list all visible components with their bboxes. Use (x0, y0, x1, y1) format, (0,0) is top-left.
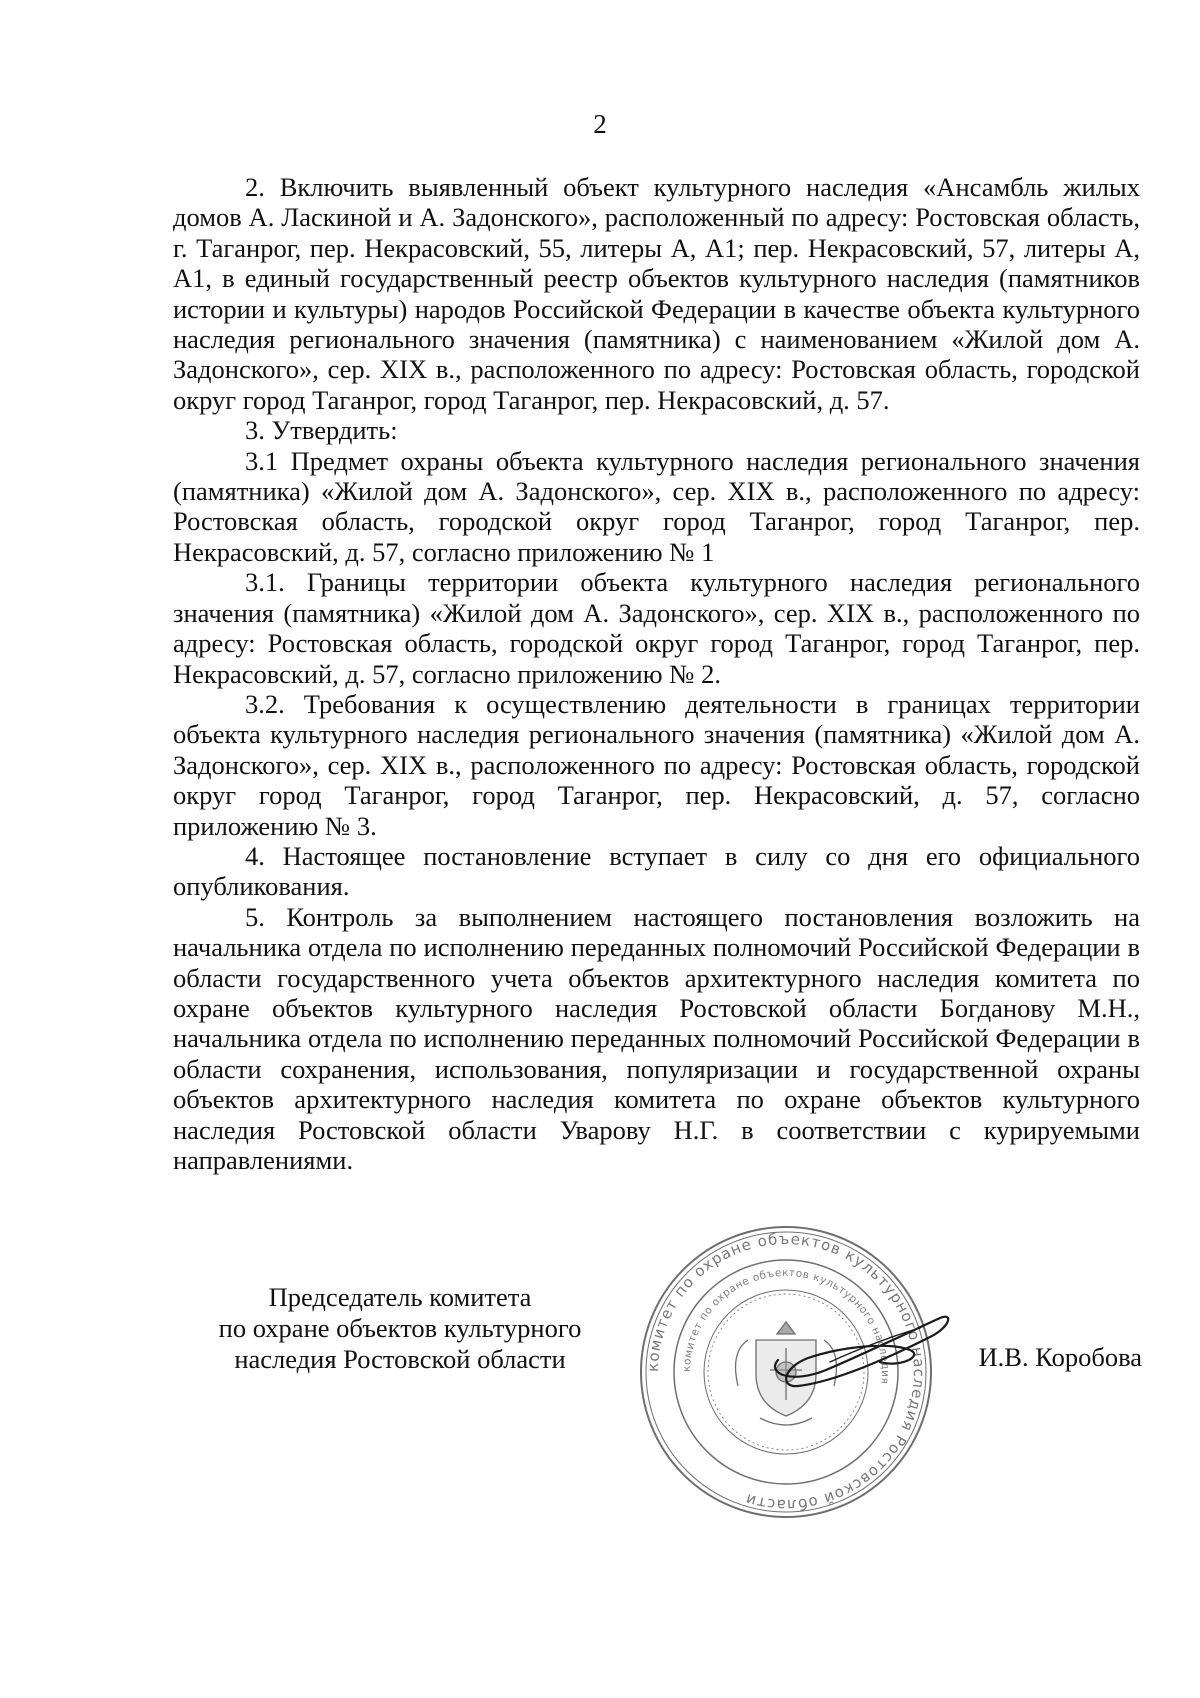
page-number: 2 (593, 109, 607, 139)
paragraph-3-2-activity-requirements: 3.2. Требования к осуществлению деятельности в границах территории объекта культурного наследия регионального значения (памятника) «Жилой дом А. Задонского», сер. XIX в., расположенного по адресу: Ростовская область, городской округ город Таганрог, город Таганрог, пер. Некрасовский, д. 57, согласно приложению № 3. (173, 688, 1140, 841)
paragraph-2-include-in-registry: 2. Включить выявленный объект культурного наследия «Ансамбль жилых домов А. Ласкиной и А. Задонского», расположенный по адресу: Ростовская область, г. Таганрог, пер. Некрасовский, 55, литеры А, А1; пер. Некрасовский, 57, литеры А, А1, в единый государственный реестр объектов культурного наследия (памятников истории и культуры) народов Российской Федерации в качестве объекта культурного наследия регионального значения (памятника) с наименованием «Жилой дом А. Задонского», сер. XIX в., расположенного по адресу: Ростовская область, городской округ город Таганрог, город Таганрог, пер. Некрасовский, д. 57. (173, 172, 1140, 415)
paragraph-3-1-territory-boundaries: 3.1. Границы территории объекта культурного наследия регионального значения (памятника) «Жилой дом А. Задонского», сер. XIX в., расположенного по адресу: Ростовская область, городской округ город Таганрог, город Таганрог, пер. Некрасовский, д. 57, согласно приложению № 2. (173, 567, 1140, 689)
seal-inner-text: комитет по охране объектов культурного наследия (680, 1266, 892, 1385)
resolution-body (173, 172, 1140, 1175)
paragraph-3-approve: 3. Утвердить: (245, 415, 398, 446)
paragraph-4-entry-into-force: 4. Настоящее постановление вступает в силу со дня его официального опубликования. (173, 840, 1140, 902)
handwritten-signature-icon (760, 1302, 960, 1402)
seal-outer-text: комитет по охране объектов культурного наследия Ростовской области (643, 1229, 929, 1515)
signatory-title-line: по охране объектов культурного (218, 1313, 582, 1343)
signatory-title-line: Председатель комитета (268, 1282, 532, 1312)
signatory-title-line: наследия Ростовской области (234, 1344, 566, 1374)
paragraph-5-control: 5. Контроль за выполнением настоящего постановления возложить на начальника отдела по исполнению переданных полномочий Российской Федерации в области государственного учета объектов архитектурного наследия комитета по охране объектов культурного наследия Ростовской области Богданову М.Н., начальника отдела по исполнению переданных полномочий Российской Федерации в области сохранения, использования, популяризации и государственной охраны объектов архитектурного наследия комитета по охране объектов культурного наследия Ростовской области Уварову Н.Г. в соответствии с курируемыми направлениями. (173, 901, 1140, 1175)
signatory-title (180, 1282, 620, 1375)
signatory-name: И.В. Коробова (978, 1342, 1142, 1372)
paragraph-3-1-protection-subject: 3.1 Предмет охраны объекта культурного наследия регионального значения (памятника) «Жилой дом А. Задонского», сер. XIX в., расположенного по адресу: Ростовская область, городской округ город Таганрог, город Таганрог, пер. Некрасовский, д. 57, согласно приложению № 1 (173, 445, 1140, 567)
